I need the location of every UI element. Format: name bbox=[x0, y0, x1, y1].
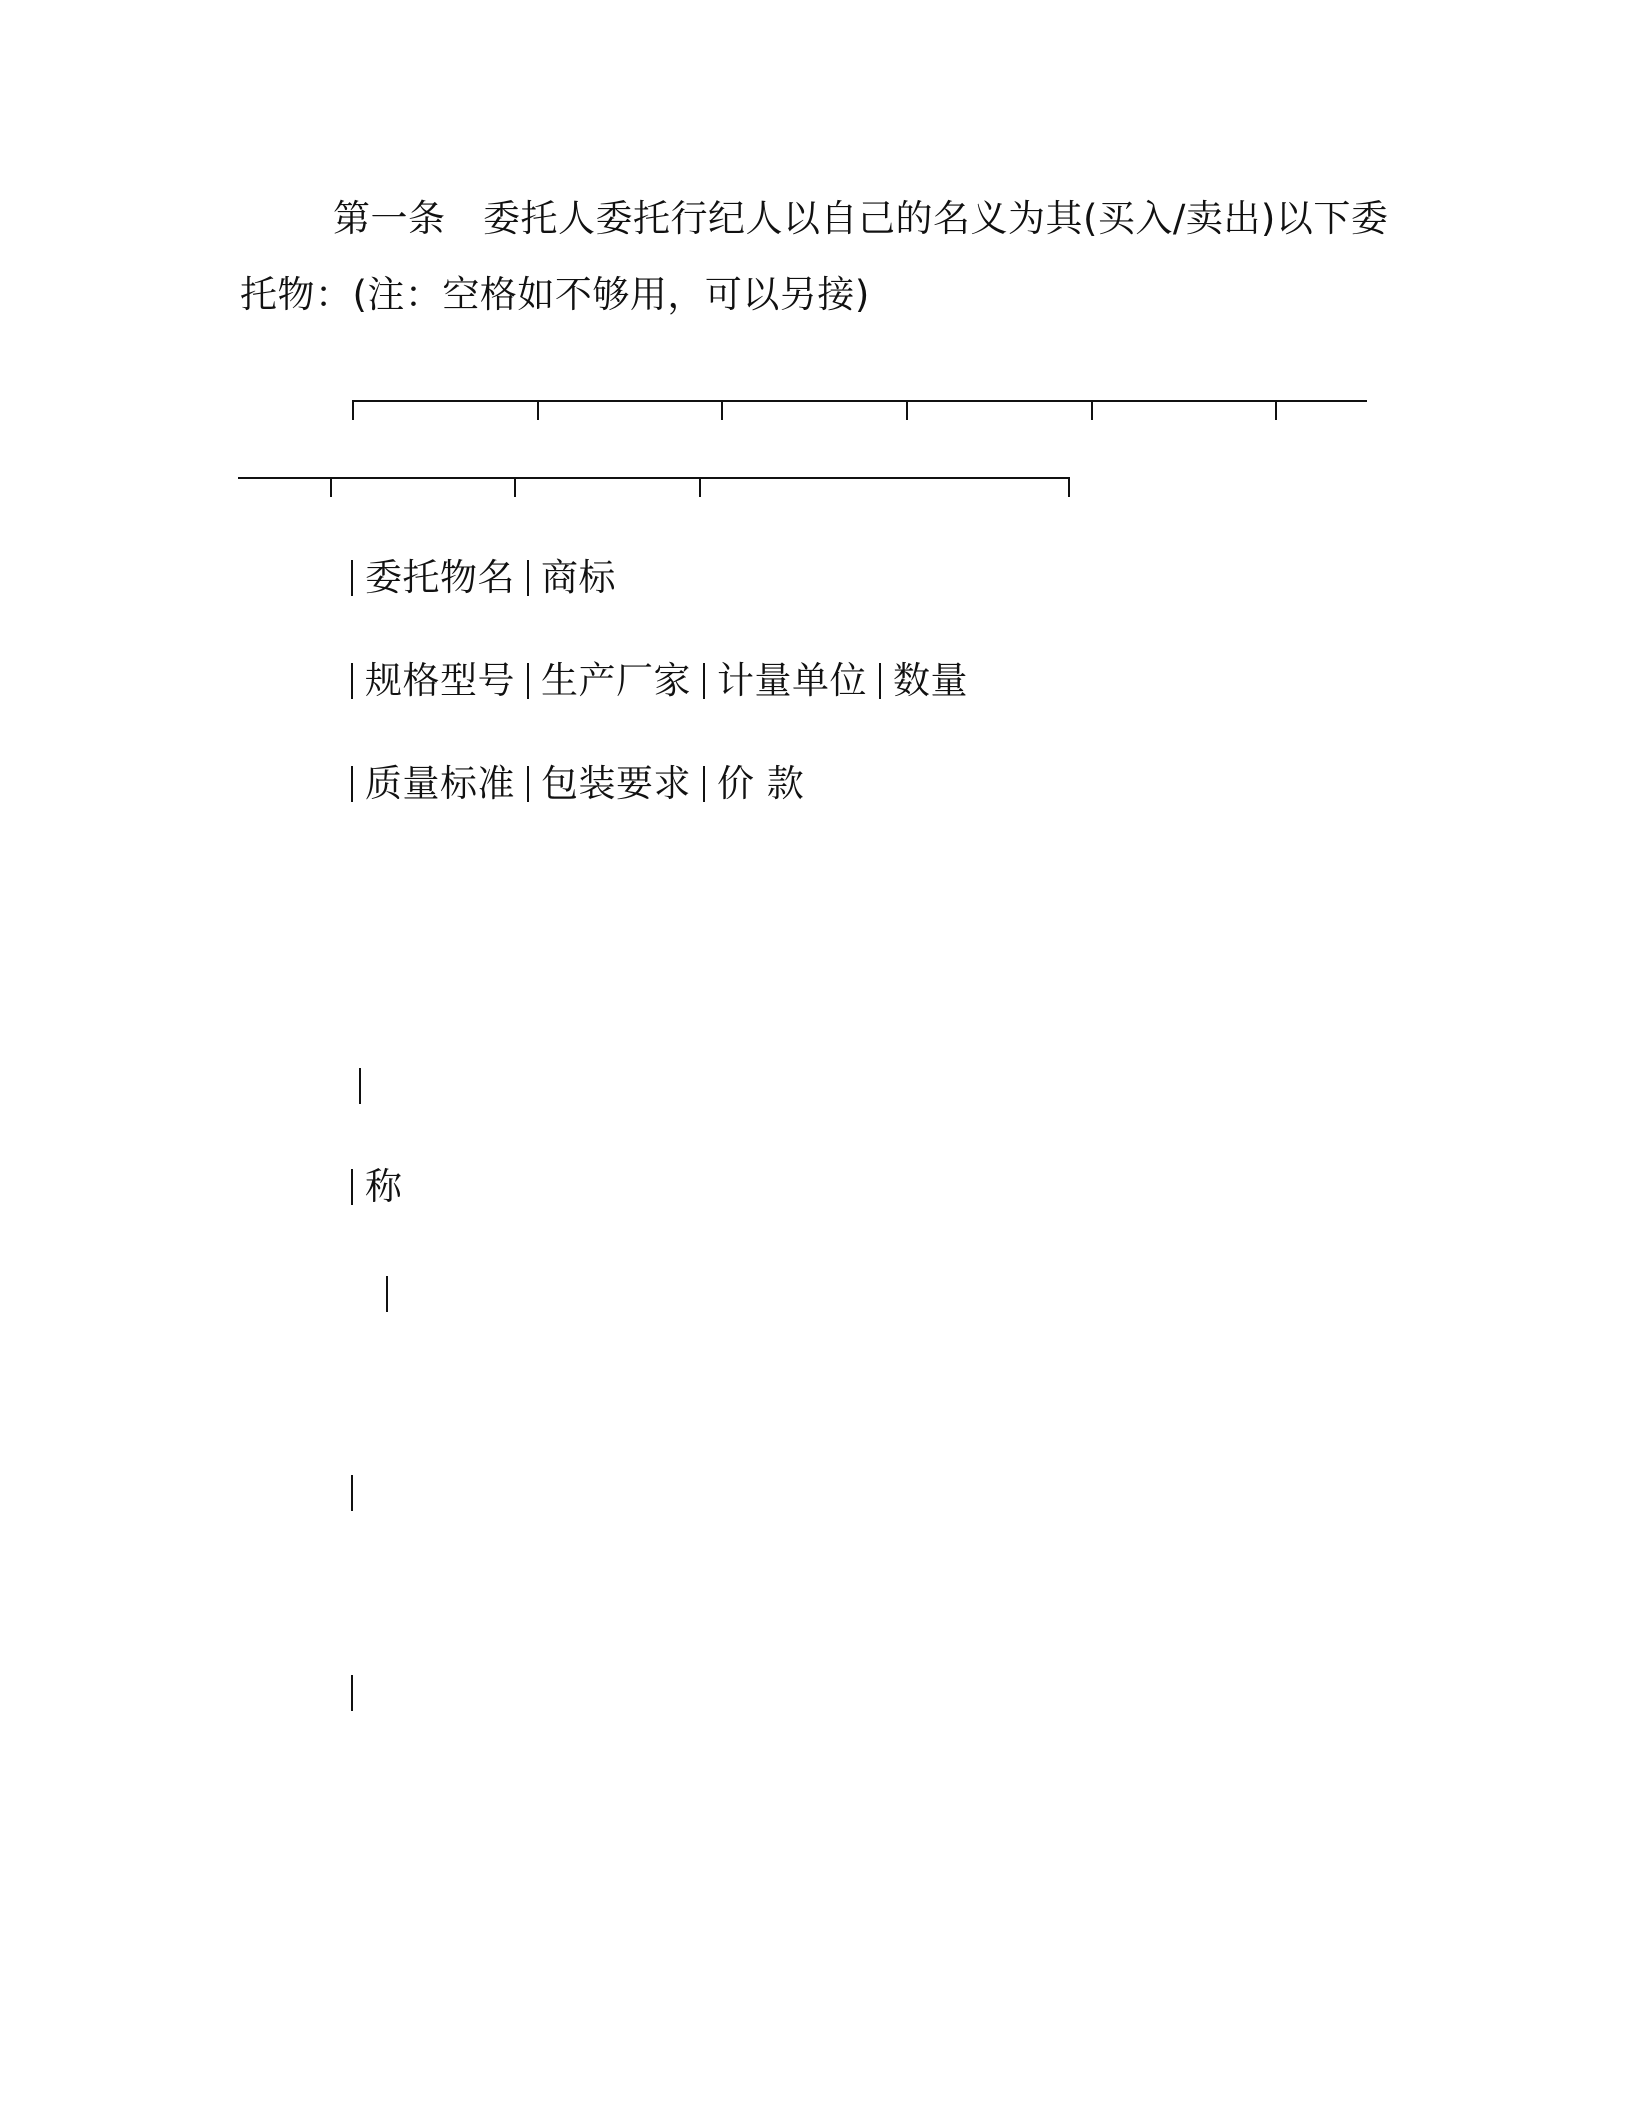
column-label-unit: 计量单位 bbox=[717, 659, 867, 702]
table-top-border-continued bbox=[238, 477, 1070, 479]
column-label-quality-standard: 质量标准 bbox=[365, 762, 515, 805]
table-cell-border bbox=[386, 1276, 388, 1312]
column-label-trademark: 商标 bbox=[541, 556, 616, 599]
cell-separator bbox=[527, 766, 529, 802]
table-tick bbox=[352, 400, 354, 420]
table-tick bbox=[1068, 477, 1070, 497]
column-label-price: 价 款 bbox=[717, 762, 805, 805]
column-label-manufacturer: 生产厂家 bbox=[541, 659, 691, 702]
table-tick bbox=[330, 477, 332, 497]
column-label-spec-model: 规格型号 bbox=[365, 659, 515, 702]
table-tick bbox=[514, 477, 516, 497]
table-cell-border bbox=[351, 1475, 353, 1511]
column-label-item-name: 委托物名 bbox=[365, 556, 515, 599]
table-tick bbox=[721, 400, 723, 420]
clause-line-1: 第一条 委托人委托行纪人以自己的名义为其(买入/卖出)以下委 bbox=[333, 197, 1389, 240]
cell-separator bbox=[351, 1169, 353, 1205]
table-tick bbox=[537, 400, 539, 420]
table-cell-border bbox=[351, 1675, 353, 1711]
table-top-border bbox=[352, 400, 1367, 402]
table-header-row-1 bbox=[351, 556, 616, 599]
table-tick bbox=[1275, 400, 1277, 420]
table-tick bbox=[906, 400, 908, 420]
cell-separator bbox=[351, 663, 353, 699]
column-label-quantity: 数量 bbox=[893, 659, 968, 702]
table-tick bbox=[699, 477, 701, 497]
table-wrapped-row bbox=[351, 1165, 403, 1208]
table-cell-border bbox=[359, 1068, 361, 1104]
table-header-row-2 bbox=[351, 659, 968, 702]
cell-separator bbox=[351, 766, 353, 802]
cell-separator bbox=[879, 663, 881, 699]
cell-separator bbox=[527, 560, 529, 596]
column-label-packaging: 包装要求 bbox=[541, 762, 691, 805]
wrapped-column-label: 称 bbox=[365, 1165, 403, 1208]
clause-line-2: 托物：(注：空格如不够用，可以另接) bbox=[240, 273, 870, 316]
cell-separator bbox=[703, 663, 705, 699]
cell-separator bbox=[703, 766, 705, 802]
table-header-row-3 bbox=[351, 762, 805, 805]
cell-separator bbox=[351, 560, 353, 596]
cell-separator bbox=[527, 663, 529, 699]
table-tick bbox=[1091, 400, 1093, 420]
